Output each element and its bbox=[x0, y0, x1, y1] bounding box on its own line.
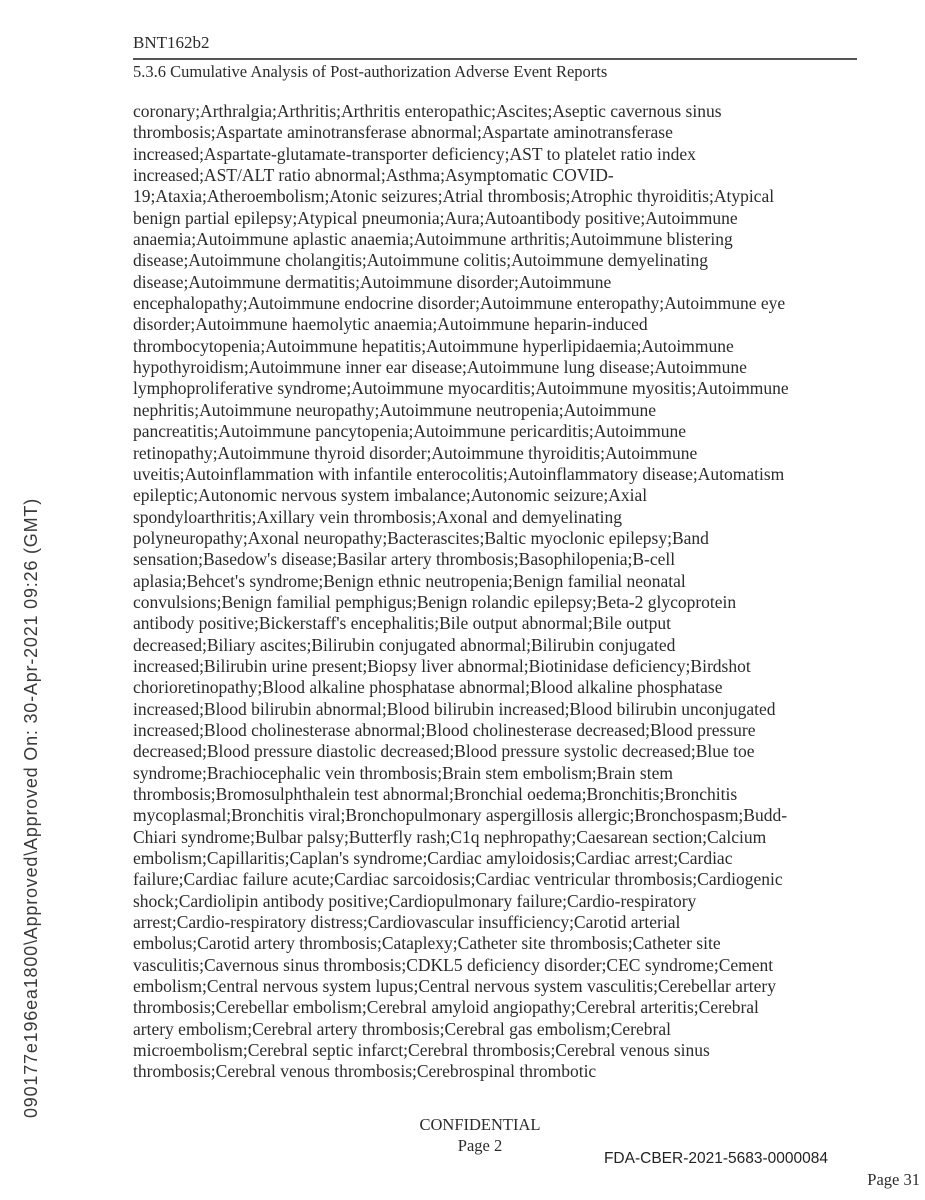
body-line: chorioretinopathy;Blood alkaline phosphatase abnormal;Blood alkaline phosphatase bbox=[133, 677, 723, 698]
body-line: increased;Blood bilirubin abnormal;Blood bilirubin increased;Blood bilirubin unconjugated bbox=[133, 698, 776, 719]
confidential-label: CONFIDENTIAL bbox=[419, 1115, 541, 1134]
body-line: anaemia;Autoimmune aplastic anaemia;Autoimmune arthritis;Autoimmune blistering bbox=[133, 229, 733, 250]
body-line: uveitis;Autoinflammation with infantile enterocolitis;Autoinflammatory disease;Automatism bbox=[133, 463, 785, 484]
fda-document-id: FDA-CBER-2021-5683-0000084 bbox=[603, 1150, 828, 1167]
body-line: convulsions;Benign familial pemphigus;Benign rolandic epilepsy;Beta-2 glycoprotein bbox=[133, 591, 737, 612]
page-number-outer: Page 31 bbox=[867, 1170, 920, 1189]
body-line: embolus;Carotid artery thrombosis;Cataplexy;Catheter site thrombosis;Catheter site bbox=[133, 933, 721, 954]
body-line: spondyloarthritis;Axillary vein thrombosis;Axonal and demyelinating bbox=[133, 506, 622, 527]
body-line: thrombosis;Cerebellar embolism;Cerebral amyloid angiopathy;Cerebral arteritis;Cerebral bbox=[133, 997, 759, 1018]
body-line: Chiari syndrome;Bulbar palsy;Butterfly rash;C1q nephropathy;Caesarean section;Calcium bbox=[133, 826, 767, 847]
body-line: increased;AST/ALT ratio abnormal;Asthma;Asymptomatic COVID- bbox=[133, 165, 614, 186]
body-line: artery embolism;Cerebral artery thrombosis;Cerebral gas embolism;Cerebral bbox=[133, 1018, 671, 1039]
section-title: 5.3.6 Cumulative Analysis of Post-authorization Adverse Event Reports bbox=[133, 62, 608, 81]
body-line: disease;Autoimmune dermatitis;Autoimmune disorder;Autoimmune bbox=[133, 271, 612, 292]
body-line: thrombosis;Aspartate aminotransferase abnormal;Aspartate aminotransferase bbox=[133, 122, 673, 143]
body-line: nephritis;Autoimmune neuropathy;Autoimmune neutropenia;Autoimmune bbox=[133, 399, 656, 420]
body-line: retinopathy;Autoimmune thyroid disorder;Autoimmune thyroiditis;Autoimmune bbox=[133, 442, 698, 463]
body-line: thrombosis;Bromosulphthalein test abnormal;Bronchial oedema;Bronchitis;Bronchitis bbox=[133, 784, 738, 804]
body-line: coronary;Arthralgia;Arthritis;Arthritis enteropathic;Ascites;Aseptic cavernous sinus bbox=[133, 101, 722, 121]
body-line: 19;Ataxia;Atheroembolism;Atonic seizures;Atrial thrombosis;Atrophic thyroiditis;Atypical bbox=[133, 186, 775, 207]
body-line: arrest;Cardio-respiratory distress;Cardiovascular insufficiency;Carotid arterial bbox=[133, 912, 681, 933]
body-line: pancreatitis;Autoimmune pancytopenia;Autoimmune pericarditis;Autoimmune bbox=[133, 421, 687, 442]
body-line: disease;Autoimmune cholangitis;Autoimmune colitis;Autoimmune demyelinating bbox=[133, 250, 708, 271]
page-number-inner: Page 2 bbox=[457, 1136, 503, 1155]
body-line: encephalopathy;Autoimmune endocrine disorder;Autoimmune enteropathy;Autoimmune eye bbox=[133, 293, 786, 314]
body-line: mycoplasmal;Bronchitis viral;Bronchopulmonary aspergillosis allergic;Bronchospasm;Budd- bbox=[133, 805, 788, 826]
body-line: decreased;Biliary ascites;Bilirubin conjugated abnormal;Bilirubin conjugated bbox=[133, 634, 676, 655]
body-line: benign partial epilepsy;Atypical pneumonia;Aura;Autoantibody positive;Autoimmune bbox=[133, 207, 738, 228]
body-line: failure;Cardiac failure acute;Cardiac sarcoidosis;Cardiac ventricular thrombosis;Cardiogenic bbox=[133, 869, 783, 890]
body-line: epileptic;Autonomic nervous system imbalance;Autonomic seizure;Axial bbox=[133, 485, 648, 506]
body-line: decreased;Blood pressure diastolic decreased;Blood pressure systolic decreased;Blue toe bbox=[133, 741, 755, 762]
body-line: antibody positive;Bickerstaff's encephalitis;Bile output abnormal;Bile output bbox=[133, 613, 671, 634]
body-line: hypothyroidism;Autoimmune inner ear disease;Autoimmune lung disease;Autoimmune bbox=[133, 357, 747, 378]
body-line: increased;Blood cholinesterase abnormal;Blood cholinesterase decreased;Blood pressure bbox=[133, 719, 756, 740]
approval-watermark: 090177e196ea1800\Approved\Approved On: 30-Apr-2021 09:26 (GMT) bbox=[21, 498, 41, 1118]
document-header bbox=[133, 33, 857, 82]
adverse-events-text bbox=[133, 101, 873, 1083]
body-line: aplasia;Behcet's syndrome;Benign ethnic neutropenia;Benign familial neonatal bbox=[133, 570, 686, 591]
body-line: thrombocytopenia;Autoimmune hepatitis;Autoimmune hyperlipidaemia;Autoimmune bbox=[133, 335, 734, 356]
body-line: lymphoproliferative syndrome;Autoimmune myocarditis;Autoimmune myositis;Autoimmune bbox=[133, 378, 789, 399]
body-line: sensation;Basedow's disease;Basilar artery thrombosis;Basophilopenia;B-cell bbox=[133, 549, 676, 570]
body-line: shock;Cardiolipin antibody positive;Cardiopulmonary failure;Cardio-respiratory bbox=[133, 890, 697, 911]
body-line: thrombosis;Cerebral venous thrombosis;Cerebrospinal thrombotic bbox=[133, 1061, 597, 1082]
document-code: BNT162b2 bbox=[133, 33, 857, 60]
body-line: vasculitis;Cavernous sinus thrombosis;CDKL5 deficiency disorder;CEC syndrome;Cement bbox=[133, 954, 774, 975]
body-line: microembolism;Cerebral septic infarct;Cerebral thrombosis;Cerebral venous sinus bbox=[133, 1040, 710, 1061]
body-line: polyneuropathy;Axonal neuropathy;Bacterascites;Baltic myoclonic epilepsy;Band bbox=[133, 527, 709, 548]
body-line: embolism;Central nervous system lupus;Central nervous system vasculitis;Cerebellar artery bbox=[133, 976, 776, 997]
body-line: embolism;Capillaritis;Caplan's syndrome;Cardiac amyloidosis;Cardiac arrest;Cardiac bbox=[133, 848, 733, 869]
body-line: increased;Aspartate-glutamate-transporter deficiency;AST to platelet ratio index bbox=[133, 143, 696, 164]
body-line: increased;Bilirubin urine present;Biopsy liver abnormal;Biotinidase deficiency;Birdshot bbox=[133, 655, 751, 676]
body-line: syndrome;Brachiocephalic vein thrombosis;Brain stem embolism;Brain stem bbox=[133, 762, 673, 783]
body-line: disorder;Autoimmune haemolytic anaemia;Autoimmune heparin-induced bbox=[133, 314, 648, 335]
